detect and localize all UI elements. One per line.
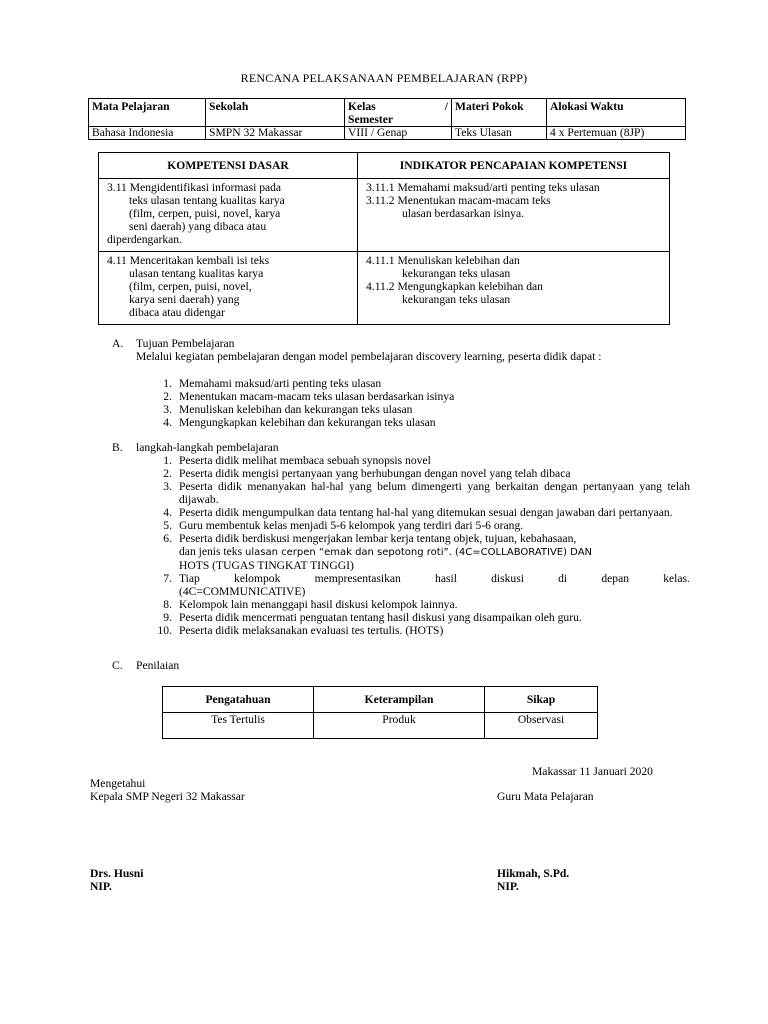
info-table [88,98,686,140]
guru-nip: NIP. [497,880,519,893]
info-table-value-row [89,127,686,140]
mengetahui-label: Mengetahui [90,777,146,790]
ind-line: 3.11.1 Memahami maksud/arti penting teks ulasan [366,181,600,194]
kd-cell [99,252,358,325]
ind-line: 4.11.2 Mengungkapkan kelebihan dan [366,280,543,293]
kd-line: karya seni daerah) yang [129,293,240,306]
kd-line: dibaca atau didengar [129,306,225,319]
list-item: 6. Peserta didik berdiskusi mengerjakan lembar kerja tentang objek, tujuan, kebahasaan, dan jenis teks ulasan cerpen “emak dan sepotong roti”. (4C=COLLABORATIVE) DAN HOTS (TUGAS TINGKAT TINGGI) [163,532,593,572]
value-materi-pokok: Teks Ulasan [452,127,547,140]
section-a-title: Tujuan Pembelajaran [136,337,235,350]
kepala-sekolah-label: Kepala SMP Negeri 32 Makassar [90,790,245,803]
info-table-header-row [89,99,686,127]
ind-line: 4.11.1 Menuliskan kelebihan dan [366,254,520,267]
ind-line: ulasan berdasarkan isinya. [402,207,525,220]
header-semester: Semester [348,113,394,126]
header-slash: / [444,100,448,113]
section-b-letter: B. [112,441,123,454]
list-item: 2. Peserta didik mengisi pertanyaan yang berhubungan dengan novel yang telah dibaca [163,467,571,480]
list-item: 8. Kelompok lain menanggapi hasil diskusi kelompok lainnya. [163,598,458,611]
guru-name: Hikmah, S.Pd. [497,867,570,880]
list-item: 2. Menentukan macam-macam teks ulasan berdasarkan isinya [163,390,455,403]
indikator-cell [358,179,670,252]
header-kompetensi-dasar: KOMPETENSI DASAR [99,153,358,179]
item7-line: Tiap kelompok mempresentasikan hasil diskusi di depan kelas. [179,572,690,585]
kd-line: seni daerah) yang dibaca atau [129,220,267,233]
kd-line: (film, cerpen, puisi, novel, karya [129,207,281,220]
kd-line: teks ulasan tentang kualitas karya [129,194,285,207]
list-item: 5. Guru membentuk kelas menjadi 5-6 kelompok yang terdiri dari 5-6 orang. [163,519,524,532]
kd-line: 4.11 Menceritakan kembali isi teks [107,254,270,267]
value-alokasi-waktu: 4 x Pertemuan (8JP) [547,127,686,140]
section-b-title: langkah-langkah pembelajaran [136,441,279,454]
kd-line: 3.11 Mengidentifikasi informasi pada [107,181,282,194]
guru-label: Guru Mata Pelajaran [497,790,594,803]
kompetensi-row [99,179,670,252]
section-c-letter: C. [112,659,123,672]
penilaian-value-row [163,713,598,739]
kd-line: (film, cerpen, puisi, novel, [129,280,252,293]
value-keterampilan: Produk [314,713,485,739]
penilaian-header-row [163,687,598,713]
list-item: 7. Tiap kelompok mempresentasikan hasil diskusi di depan kelas. (4C=COMMUNICATIVE) [163,572,690,598]
header-mata-pelajaran: Mata Pelajaran [89,99,206,127]
list-item: 3. Menuliskan kelebihan dan kekurangan teks ulasan [163,403,413,416]
header-pengatahuan: Pengatahuan [163,687,314,713]
list-item: 9. Peserta didik mencermati penguatan tentang hasil diskusi yang disampaikan oleh guru. [163,611,582,624]
list-item: 4. Mengungkapkan kelebihan dan kekurangan teks ulasan [163,416,436,429]
list-item: 1. Peserta didik melihat membaca sebuah synopsis novel [163,454,431,467]
place-date: Makassar 11 Januari 2020 [532,765,653,778]
document-title: RENCANA PELAKSANAAN PEMBELAJARAN (RPP) [240,71,528,85]
kompetensi-table [98,152,670,325]
kompetensi-header-row [99,153,670,179]
header-sekolah: Sekolah [206,99,345,127]
value-pengatahuan: Tes Tertulis [163,713,314,739]
header-alokasi-waktu: Alokasi Waktu [547,99,686,127]
header-indikator: INDIKATOR PENCAPAIAN KOMPETENSI [358,153,670,179]
kepala-sekolah-name: Drs. Husni [90,867,144,880]
list-item: 4. Peserta didik mengumpulkan data tentang hal-hal yang ditemukan sesuai dengan jawaban dari pertanyaan. [163,506,673,519]
value-sikap: Observasi [485,713,598,739]
kompetensi-row [99,252,670,325]
kd-line: ulasan tentang kualitas karya [129,267,264,280]
value-sekolah: SMPN 32 Makassar [206,127,345,140]
section-c-title: Penilaian [136,659,180,672]
ind-line: 3.11.2 Menentukan macam-macam teks [366,194,551,207]
list-item: 3. Peserta didik menanyakan hal-hal yang belum dimengerti yang berkaitan dengan pertanyaan yang telah dijawab. [163,480,690,506]
langkah-list [136,454,690,637]
section-a-intro: Melalui kegiatan pembelajaran dengan model pembelajaran discovery learning, peserta didik dapat : [136,350,602,363]
tujuan-list [136,377,690,429]
penilaian-table [162,686,598,739]
list-item: 1. Memahami maksud/arti penting teks ulasan [163,377,382,390]
header-kelas-semester [345,99,452,127]
value-mata-pelajaran: Bahasa Indonesia [89,127,206,140]
kepala-sekolah-nip: NIP. [90,880,112,893]
kd-line: diperdengarkan. [107,233,183,246]
list-item: 10. Peserta didik melaksanakan evaluasi tes tertulis. (HOTS) [157,624,444,637]
ind-line: kekurangan teks ulasan [402,293,511,306]
value-kelas: VIII / Genap [345,127,452,140]
indikator-cell [358,252,670,325]
section-a-letter: A. [112,337,124,350]
kd-cell [99,179,358,252]
header-sikap: Sikap [485,687,598,713]
ind-line: kekurangan teks ulasan [402,267,511,280]
header-materi-pokok: Materi Pokok [452,99,547,127]
header-kelas: Kelas [348,100,376,113]
header-keterampilan: Keterampilan [314,687,485,713]
